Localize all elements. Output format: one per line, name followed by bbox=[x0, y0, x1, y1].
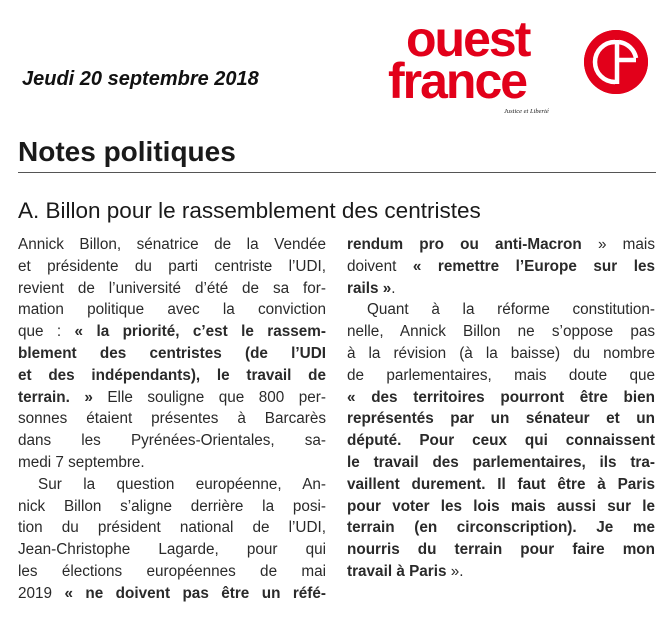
section-divider bbox=[18, 172, 656, 173]
body-text: mation politique avec la conviction bbox=[18, 301, 326, 319]
body-text: et présidente du parti centriste l’UDI, bbox=[18, 257, 326, 275]
text-line bbox=[18, 321, 326, 343]
text-line bbox=[18, 517, 326, 539]
text-line bbox=[347, 496, 655, 518]
text-line bbox=[347, 343, 655, 365]
body-text: de parlementaires, mais doute que bbox=[347, 366, 655, 384]
section-title: Notes politiques bbox=[18, 136, 236, 167]
quote-text: député. Pour ceux qui connaissent bbox=[347, 432, 655, 450]
quote-text: représentés par un sénateur et un bbox=[347, 410, 655, 428]
text-line bbox=[347, 517, 655, 539]
quote-text: terrain (en circonscription). Je me bbox=[347, 519, 655, 537]
body-text: 2019 bbox=[18, 584, 65, 602]
body-text: dans les Pyrénées-Orientales, sa- bbox=[18, 432, 326, 450]
quote-text: « ne doivent pas être un réfé- bbox=[64, 584, 326, 602]
text-line bbox=[347, 387, 655, 409]
text-line bbox=[18, 452, 326, 474]
body-text: tion du président national de l’UDI, bbox=[18, 519, 326, 537]
text-line bbox=[18, 278, 326, 300]
text-line bbox=[18, 408, 326, 430]
body-text: revient de l’université d’été de sa for- bbox=[18, 279, 326, 297]
quote-text: blement des centristes (de l’UDI bbox=[18, 344, 326, 362]
text-line bbox=[18, 474, 326, 496]
quote-text: pour voter les lois mais aussi sur le bbox=[347, 497, 655, 515]
text-line bbox=[18, 234, 326, 256]
body-text: ». bbox=[446, 562, 464, 580]
text-line bbox=[347, 474, 655, 496]
body-text: les élections européennes de mai bbox=[18, 562, 326, 580]
text-line bbox=[18, 299, 326, 321]
text-line bbox=[18, 583, 326, 605]
body-text: Sur la question européenne, An- bbox=[38, 475, 326, 493]
logo-word-ouest: ouest bbox=[406, 11, 530, 67]
logo-motto: Justice et Liberté bbox=[504, 108, 549, 115]
body-text: sonnes étaient présentes à Barcarès bbox=[18, 410, 326, 428]
body-text: que : bbox=[18, 323, 75, 341]
text-line bbox=[347, 321, 655, 343]
text-line bbox=[347, 234, 655, 256]
logo-word-france: france bbox=[388, 53, 527, 109]
body-text: medi 7 septembre. bbox=[18, 453, 145, 471]
body-text: Quant à la réforme constitution- bbox=[367, 301, 655, 319]
quote-text: rendum pro ou anti-Macron bbox=[347, 236, 582, 253]
quote-text: terrain. » bbox=[18, 388, 93, 406]
quote-text: nourris du terrain pour faire mon bbox=[347, 541, 655, 559]
text-line bbox=[347, 430, 655, 452]
text-line bbox=[347, 539, 655, 561]
body-text: doivent bbox=[347, 257, 413, 275]
text-line bbox=[347, 408, 655, 430]
publication-date: Jeudi 20 septembre 2018 bbox=[22, 68, 259, 90]
body-text: » mais bbox=[581, 236, 655, 253]
body-text: nelle, Annick Billon ne s’oppose pas bbox=[347, 323, 655, 341]
text-line bbox=[347, 256, 655, 278]
body-text: Annick Billon, sénatrice de la Vendée bbox=[18, 236, 326, 253]
quote-text: rails » bbox=[347, 279, 392, 297]
text-line bbox=[18, 387, 326, 409]
quote-text: et des indépendants), le travail de bbox=[18, 366, 326, 384]
article-column-left bbox=[18, 234, 326, 605]
text-line bbox=[347, 299, 655, 321]
body-text: Jean-Christophe Lagarde, pour qui bbox=[18, 541, 326, 559]
article-headline: A. Billon pour le rassemblement des centristes bbox=[18, 198, 481, 223]
text-line bbox=[347, 452, 655, 474]
quote-text: vaillent durement. Il faut être à Paris bbox=[347, 475, 655, 493]
text-line bbox=[18, 430, 326, 452]
text-line bbox=[347, 365, 655, 387]
text-line bbox=[18, 256, 326, 278]
text-line bbox=[18, 561, 326, 583]
text-line bbox=[347, 561, 655, 583]
body-text: . bbox=[391, 279, 396, 297]
ouest-france-logo bbox=[388, 11, 658, 122]
article-column-right bbox=[347, 234, 655, 583]
quote-text: « des territoires pourront être bien bbox=[347, 388, 655, 406]
quote-text: le travail des parlementaires, ils tra- bbox=[347, 453, 655, 471]
text-line bbox=[347, 278, 655, 300]
body-text: Elle souligne que 800 per- bbox=[92, 388, 326, 406]
text-line bbox=[18, 496, 326, 518]
text-line bbox=[18, 343, 326, 365]
logo-roundel-icon bbox=[584, 30, 648, 94]
text-line bbox=[18, 539, 326, 561]
body-text: à la révision (à la baisse) du nombre bbox=[347, 344, 655, 362]
quote-text: « remettre l’Europe sur les bbox=[412, 257, 655, 275]
quote-text: « la priorité, c’est le rassem- bbox=[74, 323, 326, 341]
quote-text: travail à Paris bbox=[347, 562, 447, 580]
text-line bbox=[18, 365, 326, 387]
body-text: nick Billon s’aligne derrière la posi- bbox=[18, 497, 326, 515]
